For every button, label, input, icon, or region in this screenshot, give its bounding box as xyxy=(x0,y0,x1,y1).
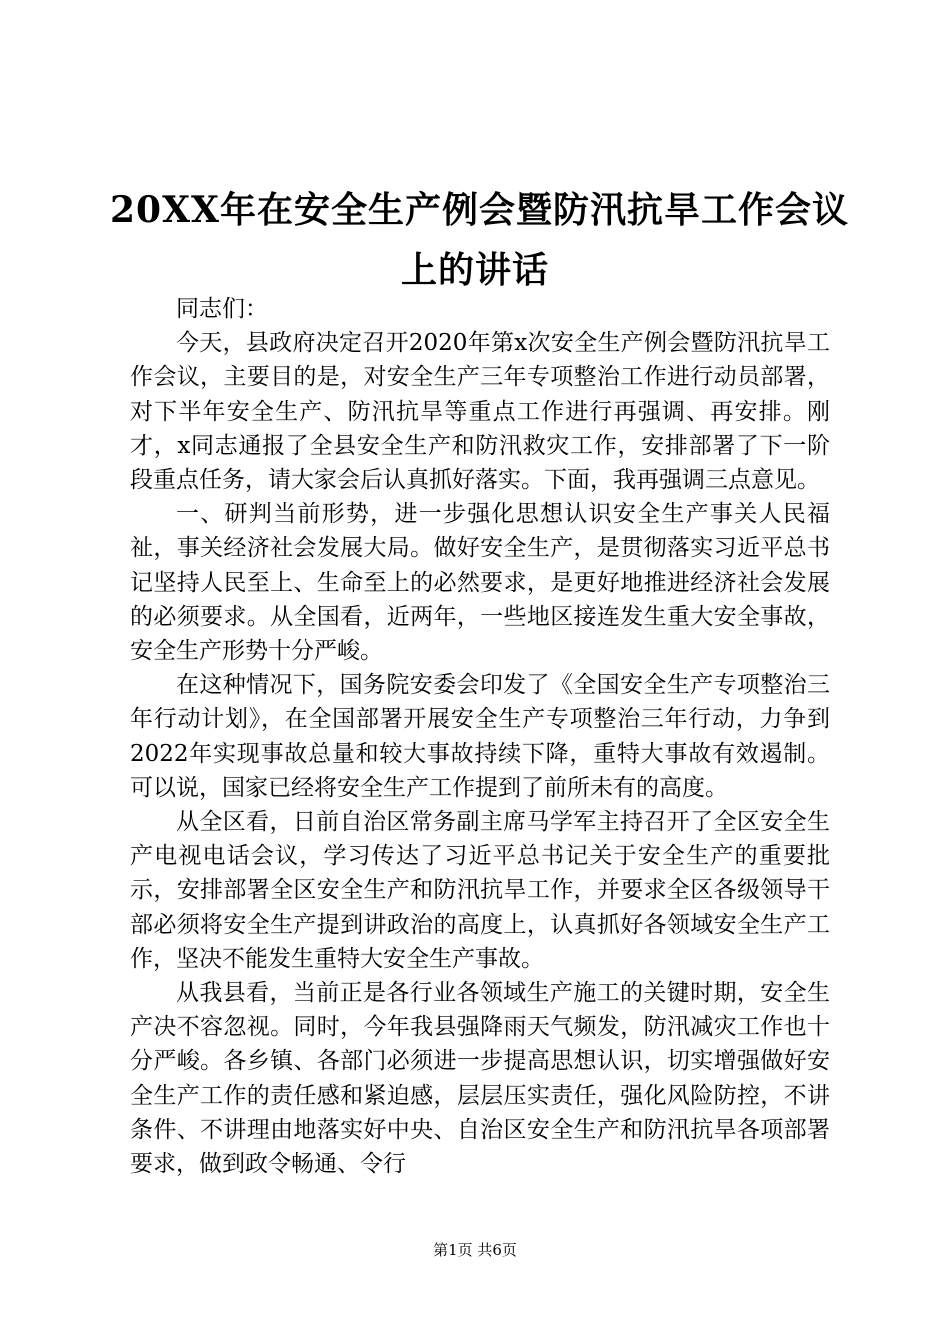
page-footer: 第1页 共6页 xyxy=(433,1241,517,1259)
body-paragraph: 从我县看，当前正是各行业各领域生产施工的关键时期，安全生产决不容忽视。同时，今年我县强降雨天气频发，防汛减灾工作也十分严峻。各乡镇、各部门必须进一步提高思想认识，切实增强做好安全生产工作的责任感和紧迫感，层层压实责任，强化风险防控，不讲条件、不讲理由地落实好中央、自治区安全生产和防汛抗旱各项部署要求，做到政令畅通、令行 xyxy=(130,980,830,1178)
body-paragraph: 在这种情况下，国务院安委会印发了《全国安全生产专项整治三年行动计划》，在全国部署开展安全生产专项整治三年行动，力争到2022年实现事故总量和较大事故持续下降，重特大事故有效遏制。可以说，国家已经将安全生产工作提到了前所未有的高度。 xyxy=(130,672,830,801)
document-title-line-2: 上的讲话 xyxy=(400,249,549,291)
document-body xyxy=(130,292,830,1181)
salutation: 同志们： xyxy=(176,296,268,322)
document-title-line-1: 20XX年在安全生产例会暨防汛抗旱工作会议 xyxy=(110,189,849,231)
body-paragraph: 一、研判当前形势，进一步强化思想认识安全生产事关人民福祉，事关经济社会发展大局。做好安全生产，是贯彻落实习近平总书记坚持人民至上、生命至上的必然要求，是更好地推进经济社会发展的必须要求。从全国看，近两年，一些地区接连发生重大安全事故，安全生产形势十分严峻。 xyxy=(130,501,830,665)
body-paragraph: 从全区看，日前自治区常务副主席马学军主持召开了全区安全生产电视电话会议，学习传达了习近平总书记关于安全生产的重要批示，安排部署全区安全生产和防汛抗旱工作，并要求全区各级领导干部必须将安全生产提到讲政治的高度上，认真抓好各领域安全生产工作，坚决不能发生重特大安全生产事故。 xyxy=(130,809,830,972)
body-paragraph: 今天，县政府决定召开2020年第x次安全生产例会暨防汛抗旱工作会议，主要目的是，对安全生产三年专项整治工作进行动员部署，对下半年安全生产、防汛抗旱等重点工作进行再强调、再安排。刚才，x同志通报了全县安全生产和防汛救灾工作，安排部署了下一阶段重点任务，请大家会后认真抓好落实。下面，我再强调三点意见。 xyxy=(130,330,830,494)
